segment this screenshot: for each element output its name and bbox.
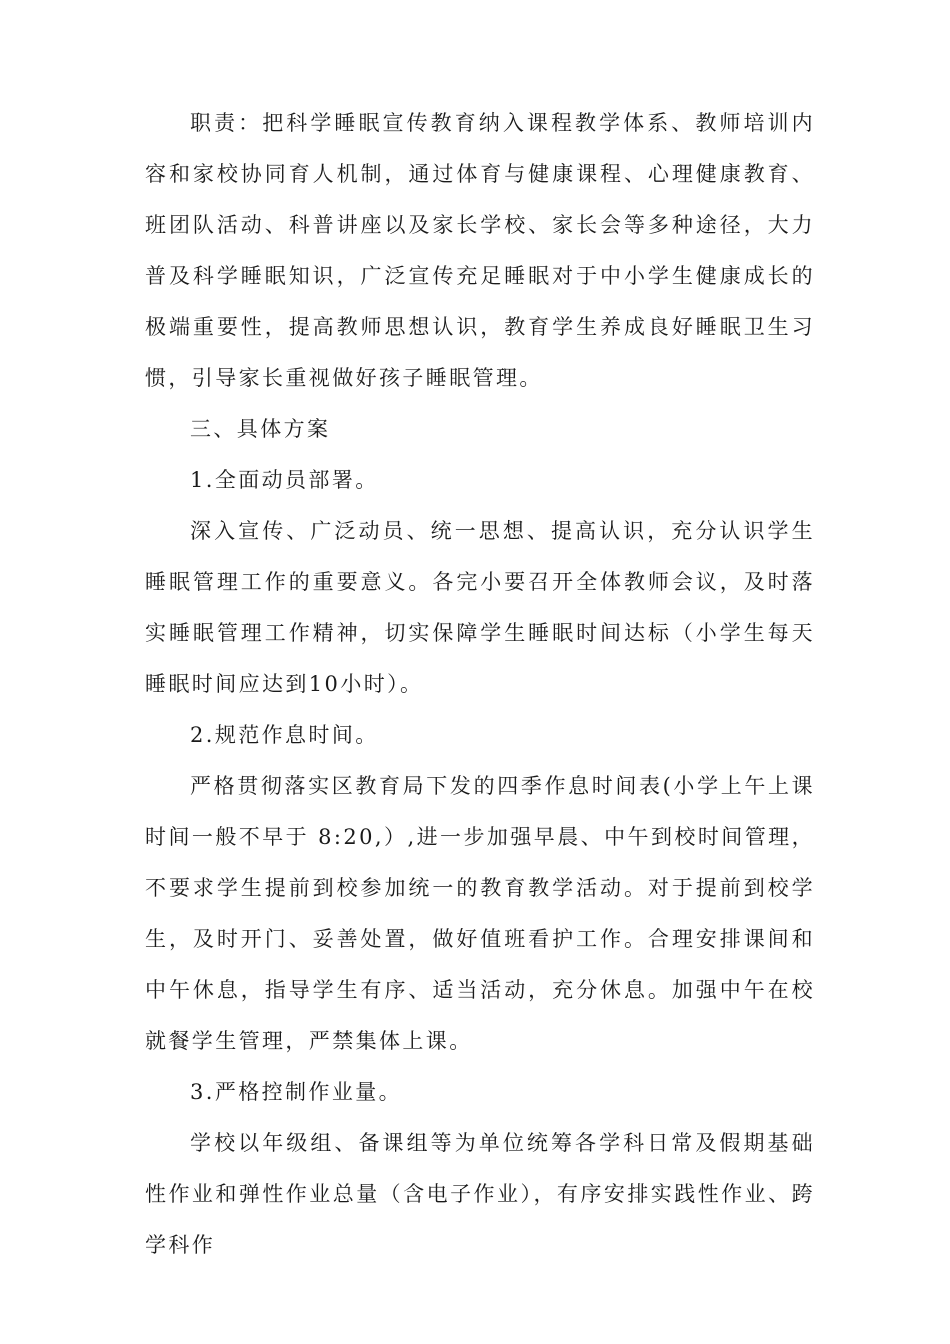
paragraph-mobilization: 深入宣传、广泛动员、统一思想、提高认识，充分认识学生睡眠管理工作的重要意义。各完小要召开全体教师会议，及时落实睡眠管理工作精神，切实保障学生睡眠时间达标（小学生每天睡眠时间应达到10小时）。 bbox=[145, 519, 815, 696]
paragraph-schedule: 严格贯彻落实区教育局下发的四季作息时间表(小学上午上课时间一般不早于 8:20,）,进一步加强早晨、中午到校时间管理，不要求学生提前到校参加统一的教育教学活动。对于提前到校学生，及时开门、妥善处置，做好值班看护工作。合理安排课间和中午休息，指导学生有序、适当活动，充分休息。加强中午在校就餐学生管理，严禁集体上课。 bbox=[145, 774, 815, 1053]
subheading-schedule: 2.规范作息时间。 bbox=[190, 723, 379, 747]
subheading-homework: 3.严格控制作业量。 bbox=[190, 1080, 403, 1104]
section-heading-specific-plan: 三、具体方案 bbox=[190, 417, 331, 441]
subheading-mobilization: 1.全面动员部署。 bbox=[190, 468, 379, 492]
paragraph-homework: 学校以年级组、备课组等为单位统筹各学科日常及假期基础性作业和弹性作业总量（含电子作业），有序安排实践性作业、跨学科作 bbox=[145, 1131, 815, 1257]
paragraph-duties: 职责：把科学睡眠宣传教育纳入课程教学体系、教师培训内容和家校协同育人机制，通过体育与健康课程、心理健康教育、班团队活动、科普讲座以及家长学校、家长会等多种途径，大力普及科学睡眠知识，广泛宣传充足睡眠对于中小学生健康成长的极端重要性，提高教师思想认识，教育学生养成良好睡眠卫生习惯，引导家长重视做好孩子睡眠管理。 bbox=[145, 111, 815, 390]
document-body bbox=[145, 98, 815, 1271]
